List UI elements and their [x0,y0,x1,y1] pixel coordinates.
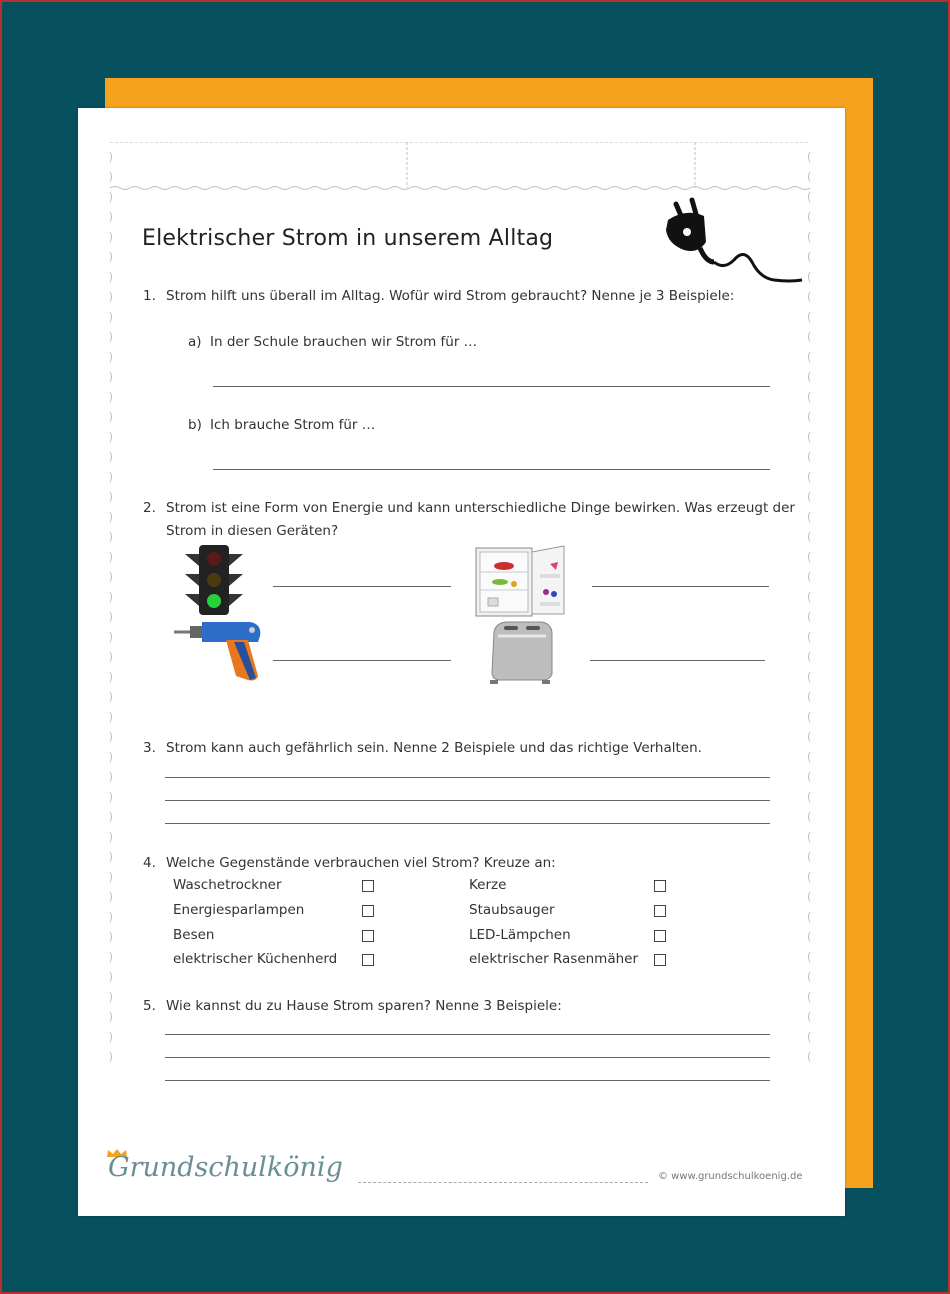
answer-line[interactable] [590,660,765,661]
checkbox[interactable] [362,954,374,966]
answer-line[interactable] [165,823,770,824]
question-5 [143,998,562,1014]
answer-line[interactable] [165,1034,770,1035]
plug-icon [656,196,806,290]
check-item-label: elektrischer Rasenmäher [469,951,639,967]
check-item-label: Kerze [469,877,507,893]
subquestion-text: Ich brauche Strom für … [210,417,376,433]
checkbox[interactable] [654,905,666,917]
question-4 [143,855,556,871]
question-number: 2. [143,500,156,516]
answer-line[interactable] [213,469,770,470]
subquestion-label: a) [188,334,202,350]
question-number: 1. [143,288,156,304]
question-text-line-1: Strom ist eine Form von Energie und kann unterschiedliche Dinge bewirken. Was erzeugt der [166,500,795,516]
checkbox[interactable] [654,930,666,942]
question-2 [143,500,795,516]
check-item-label: Besen [173,927,215,943]
question-number: 4. [143,855,156,871]
checkbox[interactable] [362,930,374,942]
footer-divider [358,1182,648,1183]
fridge-icon [474,544,568,618]
drill-icon [172,618,266,684]
question-text: Wie kannst du zu Hause Strom sparen? Nenne 3 Beispiele: [166,998,562,1014]
page-title: Elektrischer Strom in unserem Alltag [142,226,554,251]
answer-line[interactable] [213,386,770,387]
question-text: Strom kann auch gefährlich sein. Nenne 2 Beispiele und das richtige Verhalten. [166,740,702,756]
check-item-label: Energiesparlampen [173,902,305,918]
answer-line[interactable] [165,1057,770,1058]
answer-line[interactable] [165,777,770,778]
question-text: Welche Gegenstände verbrauchen viel Strom? Kreuze an: [166,855,556,871]
answer-line[interactable] [165,800,770,801]
check-item-label: Waschetrockner [173,877,282,893]
question-number: 5. [143,998,156,1014]
checkbox[interactable] [654,880,666,892]
copyright-text: © www.grundschulkoenig.de [658,1171,803,1182]
question-2-line-2: Strom in diesen Geräten? [166,523,339,539]
question-text: Strom hilft uns überall im Alltag. Wofür wird Strom gebraucht? Nenne je 3 Beispiele: [166,288,735,304]
checkbox[interactable] [362,905,374,917]
answer-line[interactable] [273,586,451,587]
traffic-light-icon [183,544,245,616]
answer-line[interactable] [273,660,451,661]
brand-logo: Grundschulkönig [108,1152,343,1183]
toaster-icon [486,618,556,686]
question-number: 3. [143,740,156,756]
check-item-label: Staubsauger [469,902,555,918]
answer-line[interactable] [592,586,769,587]
question-3 [143,740,702,756]
question-1b [188,417,375,433]
check-item-label: LED-Lämpchen [469,927,571,943]
subquestion-text: In der Schule brauchen wir Strom für … [210,334,478,350]
answer-line[interactable] [165,1080,770,1081]
question-1a [188,334,477,350]
checkbox[interactable] [654,954,666,966]
checkbox[interactable] [362,880,374,892]
check-item-label: elektrischer Küchenherd [173,951,338,967]
question-1 [143,288,734,304]
subquestion-label: b) [188,417,202,433]
